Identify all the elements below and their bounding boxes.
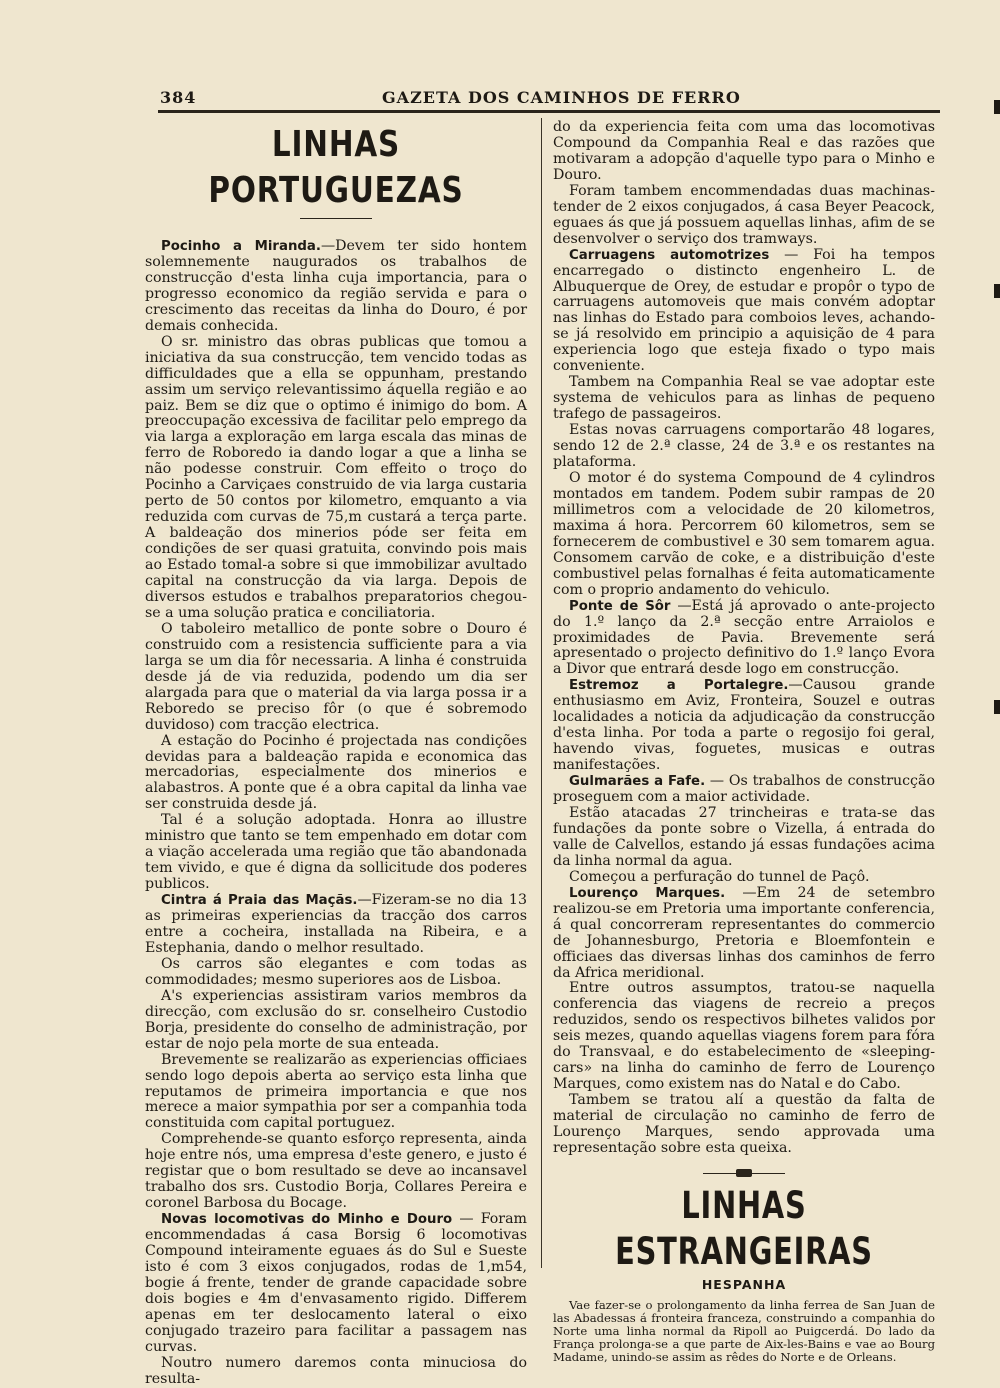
paragraph-text: O sr. ministro das obras publicas que tomou a iniciativa da sua construcção, tem vencido todas as difficuldades que a ella se oppunham, prestando assim um serviço relevantissimo áquella região e ao paiz. Bem se diz que o optimo é inimigo do bom. A preoccupação excessiva de facilitar pelo emprego da via larga a exploração em larga escala das minas de ferro de Roboredo ia dando logar a que a linha se não podesse construir. Com effeito o troço do Pocinho a Carviçaes construido de via larga custaria perto de 50 contos por kilometro, emquanto a via reduzida com curvas de 75,m custará a terça parte. A baldeação dos minerios póde ser feita em condições de ser quasi gratuita, convindo pois mais ao Estado tomal-a sobre si que immobilizar avultado capital na construcção da via larga. Depois de diversos estudos e trabalhos preparatorios chegou-se a uma solução pratica e conciliatoria. (145, 333, 527, 621)
paragraph-text: Noutro numero daremos conta minuciosa do resulta- (145, 1354, 527, 1387)
article-paragraph (553, 1093, 935, 1157)
article-paragraph (553, 471, 935, 599)
page-header (160, 88, 940, 110)
paragraph-text: —Está já aprovado o ante-projecto do 1.º lanço da 2.ª secção entre Arraiolos e proximidades de Pavia. Brevemente será apresentado o projecto definitivo do 1.º lanço Evora a Divor que entrará desde logo em construcção. (553, 597, 935, 678)
paragraph-text: O motor é do systema Compound de 4 cylindros montados em tandem. Podem subir rampas de 20 millimetros com a velocidade de 20 kilometros, maxima á hora. Percorrem 60 kilometros, sem se fornecerem de combustivel e 30 sem tomarem agua. Consomem carvão de coke, e a distribuição d'este combustivel pelas fornalhas é feita automaticamente com o proprio andamento do vehiculo. (553, 469, 935, 598)
article-heading: Novas locomotivas do Minho e Douro (161, 1212, 453, 1228)
article-heading: Pocinho a Miranda. (161, 239, 321, 254)
paragraph-text: Tambem se tratou alí a questão da falta de material de circulação no caminho de ferro de Lourenço Marques, sendo approvada uma representação sobre esta queixa. (553, 1092, 935, 1156)
paragraph-text: A estação do Pocinho é projectada nas condições devidas para a baldeação rapida e economica das mercadorias, especialmente dos minerios e alabastros. A ponte que é a obra capital da linha vae ser construida desde já. (145, 732, 527, 813)
paragraph-text: —Fizeram-se no dia 13 as primeiras experiencias da tracção dos carros entre a cocheira, installada na Ribeira, e a Estephania, dando o melhor resultado. (145, 892, 527, 956)
article-paragraph (145, 1212, 527, 1356)
section-title-portuguezas: LINHAS PORTUGUEZAS (208, 124, 464, 211)
paragraph-text: — Foi ha tempos encarregado o distincto engenheiro L. de Albuquerque de Orey, de estudar e propôr o typo de carruagens automoveis que mais convém adoptar nas linhas do Estado para comboios leves, achando-se já resolvido em principio a aquisição de 4 para experiencia logo que esteja fixado o typo mais conveniente. (553, 246, 935, 375)
section-title-underline (300, 218, 372, 219)
article-paragraph (145, 335, 527, 622)
article-paragraph (145, 893, 527, 957)
article-heading: Cintra á Praia das Maçãs. (161, 893, 358, 909)
article-paragraph (553, 120, 935, 184)
header-rule (158, 110, 940, 113)
paragraph-text: Tambem na Companhia Real se vae adoptar este systema de vehiculos para as linhas de pequeno trafego de passageiros. (553, 374, 935, 423)
article-heading: Carruagens automotrizes (569, 247, 770, 263)
left-column (145, 120, 527, 1388)
paragraph-text: Comprehende-se quanto esforço representa, ainda hoje entre nós, uma empresa d'este genero, e justo é registar que o bom resultado se deve ao incansavel trabalho dos srs. Custodio Borja, Collares Pereira e coronel Barbosa du Bocage. (145, 1131, 527, 1212)
article-paragraph (145, 734, 527, 814)
article-paragraph (553, 599, 935, 679)
margin-mark (994, 100, 1000, 114)
article-paragraph (553, 806, 935, 870)
paragraph-text: — Foram encommendadas á casa Borsig 6 locomotivas Compound inteiramente eguaes ás do Sul e Sueste isto é com 3 eixos conjugados, rodas de 1,m54, bogie á frente, tender de grande capacidade sobre dois bogies e 4m d'envasamento rigido. Differem apenas em ter deslocamento lateral o eixo conjugado trazeiro para facilitar a passagem nas curvas. (145, 1211, 527, 1355)
paragraph-text: Entre outros assumptos, tratou-se naquella conferencia das viagens de recreio a preços reduzidos, sendo os respectivos bilhetes validos por seis mezes, quando aquellas viagens forem para fóra do Transvaal, e do estabelecimento de «sleeping-cars» na linha do caminho de ferro de Lourenço Marques, como existem nas do Natal e do Cabo. (553, 980, 935, 1093)
article-paragraph (553, 886, 935, 982)
article-heading: Ponte de Sôr (569, 598, 671, 614)
article-heading: Estremoz a Portalegre. (569, 678, 789, 694)
paragraph-text: —Devem ter sido hontem solemnemente naugurados os trabalhos de construcção d'esta linha cuja importancia, para o progresso economico da região servida e para o crescimento das receitas da linha do Douro, é por demais conhecida. (145, 238, 527, 334)
ornament-divider (553, 1169, 935, 1177)
paragraph-text: —Em 24 de setembro realizou-se em Pretoria uma importante conferencia, á qual concorreram representantes do commercio de Johannesburgo, Pretoria e Bloemfontein e officiaes das diversas linhas dos caminhos de ferro da Africa meridional. (553, 884, 935, 981)
article-paragraph (145, 989, 527, 1053)
section-title-estrangeiras: LINHAS ESTRANGEIRAS (615, 1183, 873, 1273)
paragraph-text: Os carros são elegantes e com todas as commodidades; mesmo superiores aos de Lisboa. (145, 955, 527, 988)
page-number: 384 (160, 88, 197, 107)
margin-mark (994, 700, 1000, 714)
column-divider (541, 118, 542, 1268)
paragraph-text: Tal é a solução adoptada. Honra ao illustre ministro que tanto se tem empenhado em dotar com a viação accelerada uma região que tão abandonada tem vivido, e que é digna da sollicitude dos poderes publicos. (145, 812, 527, 893)
paragraph-text: A's experiencias assistiram varios membros da direcção, com exclusão do sr. conselheiro Custodio Borja, presidente do conselho de administração, por estar de nojo pela morte de sua enteada. (145, 987, 527, 1052)
paragraph-text: Estas novas carruagens comportarão 48 logares, sendo 12 de 2.ª classe, 24 de 3.ª e os restantes na plataforma. (553, 422, 935, 471)
article-paragraph (145, 813, 527, 893)
paragraph-text: — Os trabalhos de construcção proseguem com a maior actividade. (553, 773, 936, 806)
paragraph-text: Brevemente se realizarão as experiencias officiaes sendo logo depois aberta ao serviço esta linha que reputamos de primeira importancia e que nos merece a maior sympathia por ser a companhia toda constituida com capital portuguez. (145, 1051, 527, 1132)
margin-mark (994, 284, 1000, 298)
article-paragraph (553, 423, 935, 471)
article-paragraph (145, 957, 527, 989)
article-paragraph (145, 239, 527, 335)
paragraph-text: Começou a perfuração do tunnel de Paçô. (569, 868, 870, 885)
article-paragraph (145, 1132, 527, 1212)
article-paragraph (553, 184, 935, 248)
paragraph-text: Foram tambem encommendadas duas machinas-tender de 2 eixos conjugados, á casa Beyer Peacock, eguaes ás que já possuem aquellas linhas, afim de se desenvolver o serviço dos tramways. (553, 182, 935, 247)
paragraph-text: —Causou grande enthusiasmo em Aviz, Fronteira, Souzel e outras localidades a noticia da adjudicação da construcção d'esta linha. Por toda a parte o regosijo foi geral, havendo vivas, foguetes, musicas e outras manifestações. (553, 677, 935, 774)
article-paragraph (145, 1356, 527, 1388)
subsection-heading-hespanha: HESPANHA (701, 1276, 787, 1292)
article-heading: Lourenço Marques. (569, 885, 726, 901)
article-paragraph (145, 622, 527, 734)
article-heading: Gulmarães a Fafe. (569, 774, 706, 790)
article-paragraph (553, 375, 935, 423)
article-paragraph (145, 1053, 527, 1133)
article-paragraph (553, 248, 935, 376)
article-paragraph (553, 774, 935, 806)
paragraph-text: do da experiencia feita com uma das locomotivas Compound da Companhia Real e das razões que motivaram a adopção d'aquelle typo para o Minho e Douro. (553, 119, 935, 183)
paragraph-text: Estão atacadas 27 trincheiras e trata-se das fundações da ponte sobre o Vizella, á entrada do valle de Calvellos, estando já essas fundações acima da linha normal da agua. (553, 804, 935, 869)
article-paragraph (553, 870, 935, 886)
article-paragraph-small: Vae fazer-se o prolongamento da linha ferrea de San Juan de las Abadessas á fronteira franceza, construindo a companhia do Norte uma linha normal da Ripoll ao Puigcerdá. Do lado da França prolonga-se a que parte de Aix-les-Bains e vae ao Bourg Madame, unindo-se assim as rêdes do Norte e de Orleans. (553, 1297, 935, 1364)
paragraph-text: O taboleiro metallico de ponte sobre o Douro é construido com a resistencia sufficiente para a via larga se um dia fôr necessaria. A linha é construida desde já de via reduzida, podendo um dia ser alargada para que o material da via larga possa ir a Reboredo se preciso fôr (o que é sobremodo duvidoso) com tracção electrica. (145, 620, 527, 733)
article-paragraph (553, 678, 935, 774)
article-paragraph (553, 981, 935, 1093)
right-column (553, 120, 935, 1364)
publication-title: GAZETA DOS CAMINHOS DE FERRO (382, 88, 741, 107)
